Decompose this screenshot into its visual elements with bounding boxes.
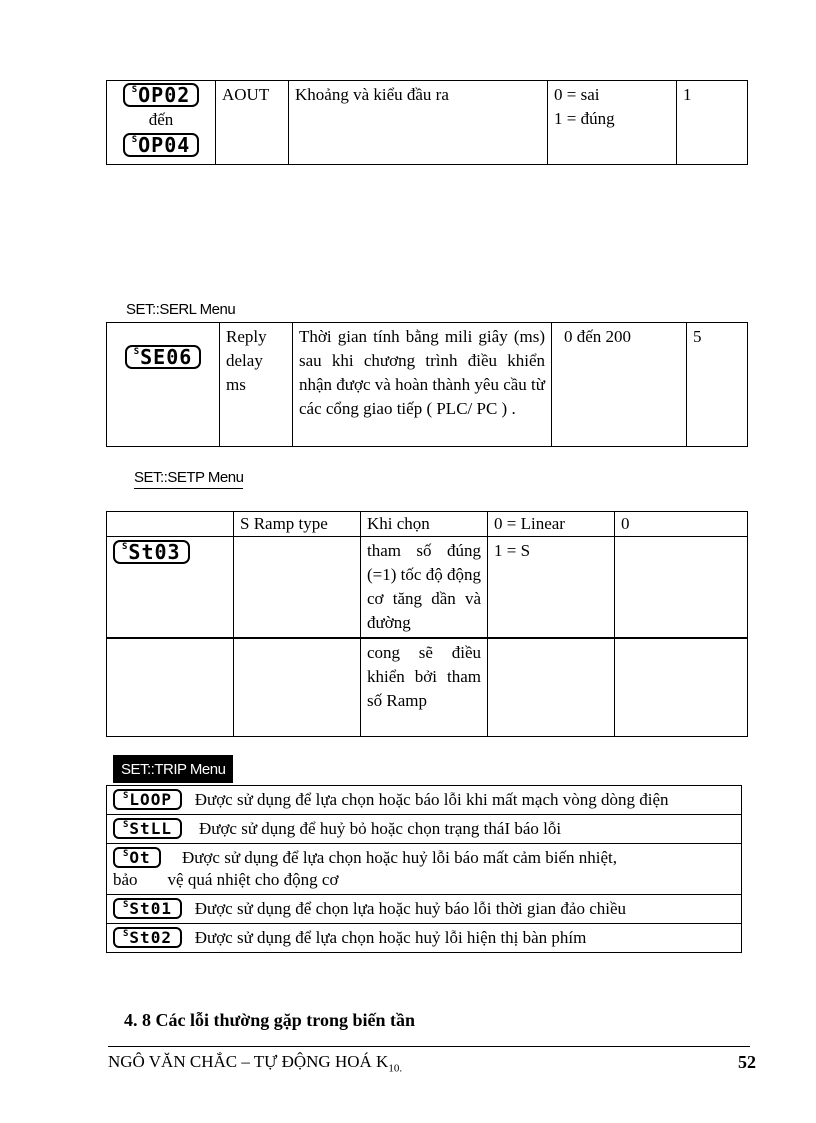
setp-empty-cell xyxy=(615,537,748,639)
lcd-code: $^S$OP04 xyxy=(123,133,200,157)
setp-empty-cell xyxy=(488,638,615,736)
trip-row: $^S$St01 Được sử dụng để chọn lựa hoặc huỷ báo lỗi thời gian đảo chiều xyxy=(107,895,742,924)
setp-empty-cell xyxy=(234,638,361,736)
aout-table xyxy=(106,80,748,165)
setp-desc-cont2: cong sẽ điều khiển bởi tham số Ramp xyxy=(361,638,488,736)
lcd-code: $^S$St03 xyxy=(113,540,190,564)
setp-range2: 1 = S xyxy=(488,537,615,639)
lcd-code: $^S$SE06 xyxy=(125,345,202,369)
footer-rule xyxy=(108,1046,750,1047)
serl-default: 5 xyxy=(687,323,748,447)
setp-range1: 0 = Linear xyxy=(488,512,615,537)
trip-row: $^S$Ot Được sử dụng để lựa chọn hoặc huỷ lỗi báo mất cảm biến nhiệt, bảo vệ quá nhiệt cho động cơ xyxy=(107,844,742,895)
trip-menu-title: SET::TRIP Menu xyxy=(113,755,233,783)
serl-desc: Thời gian tính bằng mili giây (ms) sau khi chương trình điều khiển nhận được và hoàn thành yêu cầu từ các cổng giao tiếp ( PLC/ PC ) . xyxy=(293,323,552,447)
setp-desc-head: Khi chọn xyxy=(361,512,488,537)
serl-name: Reply delay ms xyxy=(220,323,293,447)
lcd-code: $^S$Ot xyxy=(113,847,161,868)
lcd-code: $^S$StLL xyxy=(113,818,182,839)
setp-default: 0 xyxy=(615,512,748,537)
serl-table xyxy=(106,322,748,447)
aout-default: 1 xyxy=(677,81,748,165)
serl-range: 0 đến 200 xyxy=(552,323,687,447)
setp-menu-title: SET::SETP Menu xyxy=(134,469,243,489)
aout-desc: Khoảng và kiểu đầu ra xyxy=(289,81,548,165)
aout-code-cell xyxy=(107,81,216,165)
trip-table xyxy=(106,785,742,953)
setp-table xyxy=(106,511,748,737)
trip-row: $^S$StLL Được sử dụng để huỷ bỏ hoặc chọn trạng tháI báo lỗi xyxy=(107,815,742,844)
lcd-code: $^S$LOOP xyxy=(113,789,182,810)
page-number: 52 xyxy=(738,1052,756,1072)
lcd-code: $^S$St01 xyxy=(113,898,182,919)
serl-menu-title: SET::SERL Menu xyxy=(126,301,236,318)
setp-empty-cell xyxy=(234,537,361,639)
setp-desc-cont: tham số đúng (=1) tốc độ động cơ tăng dần và đường xyxy=(361,537,488,639)
lcd-code: $^S$St02 xyxy=(113,927,182,948)
aout-name: AOUT xyxy=(216,81,289,165)
setp-empty-cell xyxy=(107,512,234,537)
serl-code-cell xyxy=(107,323,220,447)
setp-empty-cell xyxy=(107,638,234,736)
setp-empty-cell xyxy=(615,638,748,736)
lcd-code: $^S$OP02 xyxy=(123,83,200,107)
between-text: đến xyxy=(148,110,174,129)
setp-code-cell xyxy=(107,537,234,639)
section-heading: 4. 8 Các lỗi thường gặp trong biến tần xyxy=(124,1010,415,1030)
aout-range: 0 = sai 1 = đúng xyxy=(548,81,677,165)
footer-author: NGÔ VĂN CHẮC – TỰ ĐỘNG HOÁ $K_{10.}$ xyxy=(108,1052,403,1075)
trip-row: $^S$LOOP Được sử dụng để lựa chọn hoặc báo lỗi khi mất mạch vòng dòng điện xyxy=(107,786,742,815)
trip-row: $^S$St02 Được sử dụng để lựa chọn hoặc huỷ lỗi hiện thị bàn phím xyxy=(107,924,742,953)
setp-name: S Ramp type xyxy=(234,512,361,537)
